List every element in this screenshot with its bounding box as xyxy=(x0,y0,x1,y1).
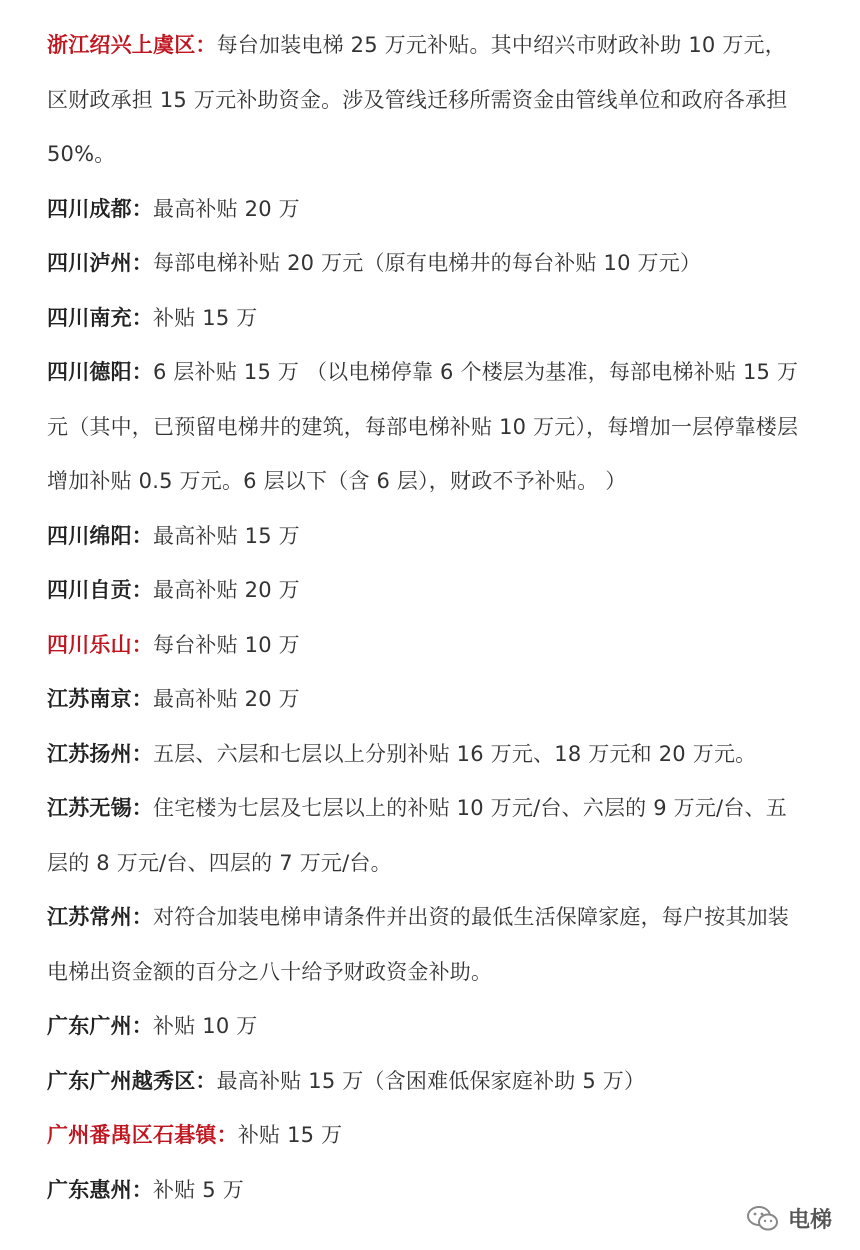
subsidy-item xyxy=(47,1054,807,1109)
region-name: 四川德阳： xyxy=(47,360,153,384)
region-name: 广州番禺区石碁镇： xyxy=(47,1123,238,1147)
subsidy-item xyxy=(47,672,807,727)
region-name: 四川成都： xyxy=(47,196,153,221)
subsidy-item xyxy=(47,1163,807,1218)
subsidy-text: 最高补贴 15 万 xyxy=(153,523,300,548)
subsidy-text: 补贴 10 万 xyxy=(153,1014,258,1038)
subsidy-text: 补贴 5 万 xyxy=(153,1177,244,1202)
region-name: 广东广州： xyxy=(47,1014,153,1038)
subsidy-item xyxy=(47,509,807,564)
subsidy-text: 最高补贴 20 万 xyxy=(153,687,300,711)
region-name: 四川绵阳： xyxy=(47,523,153,548)
subsidy-item xyxy=(47,291,807,346)
subsidy-item xyxy=(47,18,807,182)
subsidy-text: 最高补贴 20 万 xyxy=(153,578,300,602)
subsidy-text: 6 层补贴 15 万 （以电梯停靠 6 个楼层为基准，每部电梯补贴 15 万元（其中，已预留电梯井的建筑，每部电梯补贴 10 万元），每增加一层停靠楼层增加补贴 0.5 万元。6 层以下（含 6 层），财政不予补贴。 ） xyxy=(47,360,799,493)
account-watermark xyxy=(746,1203,832,1234)
subsidy-text: 每部电梯补贴 20 万元（原有电梯井的每台补贴 10 万元） xyxy=(153,251,702,275)
subsidy-text: 五层、六层和七层以上分别补贴 16 万元、18 万元和 20 万元。 xyxy=(153,741,757,766)
subsidy-text: 每台补贴 10 万 xyxy=(153,632,300,657)
region-name: 江苏无锡： xyxy=(47,796,153,820)
subsidy-item xyxy=(47,890,807,999)
region-name: 江苏扬州： xyxy=(47,741,153,766)
subsidy-text: 对符合加装电梯申请条件并出资的最低生活保障家庭，每户按其加装电梯出资金额的百分之八十给予财政资金补助。 xyxy=(47,905,789,984)
region-name: 四川乐山： xyxy=(47,632,153,657)
region-name: 广东广州越秀区： xyxy=(47,1068,217,1093)
region-name: 四川南充： xyxy=(47,305,153,330)
region-name: 江苏常州： xyxy=(47,905,153,929)
region-name: 四川自贡： xyxy=(47,578,153,602)
subsidy-text: 住宅楼为七层及七层以上的补贴 10 万元/台、六层的 9 万元/台、五层的 8 万元/台、四层的 7 万元/台。 xyxy=(47,796,787,875)
subsidy-item xyxy=(47,236,807,291)
region-name: 广东惠州： xyxy=(47,1177,153,1202)
subsidy-text: 补贴 15 万 xyxy=(153,305,258,330)
region-name: 四川泸州： xyxy=(47,251,153,275)
subsidy-item xyxy=(47,563,807,618)
subsidy-item xyxy=(47,999,807,1054)
subsidy-item xyxy=(47,727,807,782)
subsidy-item xyxy=(47,618,807,673)
subsidy-text: 最高补贴 15 万（含困难低保家庭补助 5 万） xyxy=(216,1068,646,1093)
region-name: 江苏南京： xyxy=(47,687,153,711)
account-name: 电梯 xyxy=(787,1208,832,1233)
subsidy-text: 最高补贴 20 万 xyxy=(153,196,300,221)
subsidy-item xyxy=(47,1108,807,1163)
article-body xyxy=(47,18,807,1217)
subsidy-item xyxy=(47,182,807,237)
subsidy-item xyxy=(47,345,807,509)
subsidy-text: 每台加装电梯 25 万元补贴。其中绍兴市财政补助 10 万元，区财政承担 15 万元补助资金。涉及管线迁移所需资金由管线单位和政府各承担 50%。 xyxy=(47,33,788,166)
region-name: 浙江绍兴上虞区： xyxy=(47,33,217,57)
wechat-icon xyxy=(746,1205,780,1233)
subsidy-text: 补贴 15 万 xyxy=(237,1123,343,1147)
subsidy-item xyxy=(47,781,807,890)
